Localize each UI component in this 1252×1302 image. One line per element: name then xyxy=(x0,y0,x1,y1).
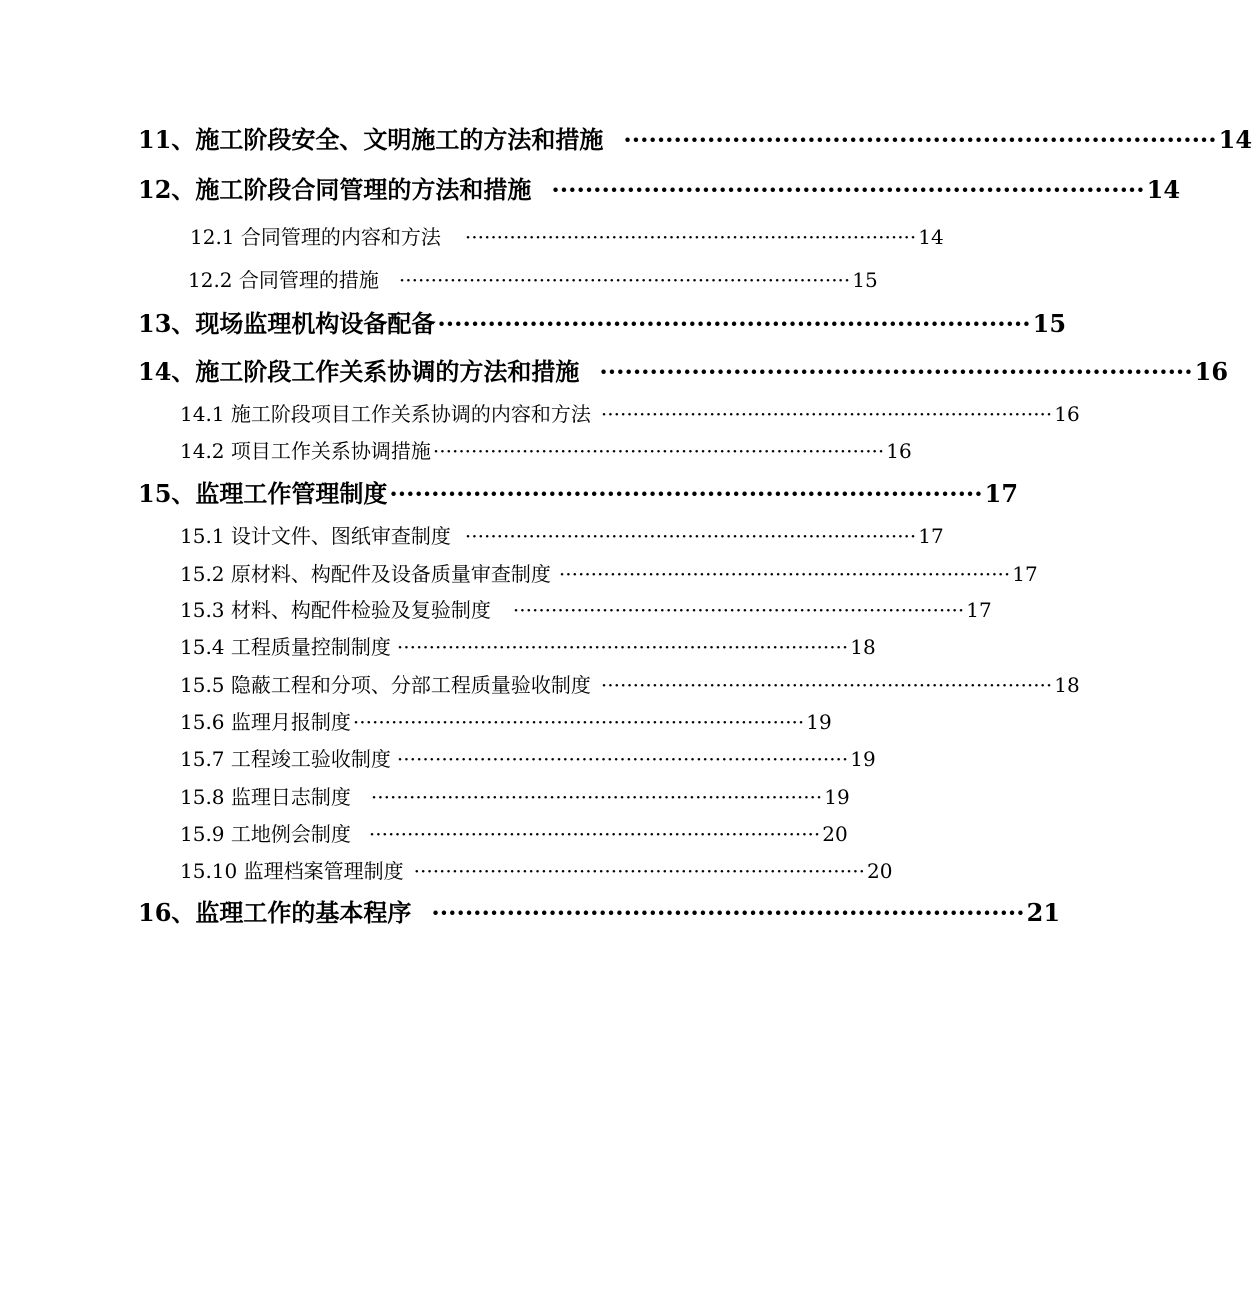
toc-entry-label: 15.6 监理月报制度 xyxy=(180,710,351,734)
toc-entry-label: 15.3 材料、构配件检验及复验制度 xyxy=(180,598,491,622)
toc-leader: ······································································· xyxy=(389,479,983,508)
toc-leader: ······································································· xyxy=(437,309,1031,338)
toc-entry-page: 14 xyxy=(1146,175,1181,204)
toc-entry xyxy=(138,893,1061,928)
toc-leader: ······································································· xyxy=(464,524,917,548)
toc-leader: ······································································· xyxy=(413,859,866,883)
toc-entry xyxy=(180,398,1080,427)
toc-entry-page: 20 xyxy=(867,859,893,883)
toc-leader: ······································································· xyxy=(600,402,1053,426)
toc-entry xyxy=(138,120,1252,155)
toc-entry-page: 16 xyxy=(886,439,912,463)
toc-entry xyxy=(180,706,832,735)
toc-entry xyxy=(180,435,912,464)
toc-entry-page: 14 xyxy=(918,225,944,249)
toc-entry-label: 13、现场监理机构设备配备 xyxy=(138,309,436,338)
toc-leader: ······································································· xyxy=(432,439,885,463)
toc-leader: ······································································· xyxy=(464,225,917,249)
toc-entry-page: 17 xyxy=(984,479,1019,508)
toc-entry-page: 15 xyxy=(1032,309,1067,338)
toc-entry-page: 17 xyxy=(1012,562,1038,586)
toc-entry-page: 19 xyxy=(806,710,832,734)
toc-entry-label: 12、施工阶段合同管理的方法和措施 xyxy=(138,175,532,204)
toc-entry xyxy=(180,781,850,810)
toc-entry-page: 21 xyxy=(1026,898,1061,927)
toc-entry xyxy=(180,855,893,884)
toc-leader: ······································································· xyxy=(600,673,1053,697)
toc-leader: ······································································· xyxy=(599,357,1193,386)
toc-entry-page: 17 xyxy=(918,524,944,548)
toc-leader: ······································································· xyxy=(368,822,821,846)
toc-entry xyxy=(180,558,1038,587)
toc-entry-page: 16 xyxy=(1054,402,1080,426)
toc-entry-label: 15.4 工程质量控制制度 xyxy=(180,635,391,659)
toc-entry xyxy=(138,304,1067,339)
toc-entry-page: 14 xyxy=(1218,125,1252,154)
toc-leader: ······································································· xyxy=(398,268,851,292)
toc-leader: ······································································· xyxy=(396,747,849,771)
toc-entry xyxy=(188,264,878,293)
toc-entry-label: 11、施工阶段安全、文明施工的方法和措施 xyxy=(138,125,604,154)
toc-entry-label: 15.10 监理档案管理制度 xyxy=(180,859,404,883)
toc-entry-label: 15.8 监理日志制度 xyxy=(180,785,351,809)
toc-entry-page: 18 xyxy=(850,635,876,659)
toc-entry xyxy=(180,520,944,549)
toc-entry-page: 19 xyxy=(850,747,876,771)
toc-leader: ······································································· xyxy=(623,125,1217,154)
toc-entry-label: 14.2 项目工作关系协调措施 xyxy=(180,439,431,463)
toc-entry-label: 15、监理工作管理制度 xyxy=(138,479,388,508)
toc-entry-label: 14、施工阶段工作关系协调的方法和措施 xyxy=(138,357,580,386)
toc-entry-label: 12.2 合同管理的措施 xyxy=(188,268,379,292)
toc-entry-page: 20 xyxy=(822,822,848,846)
toc-leader: ······································································· xyxy=(551,175,1145,204)
toc-entry xyxy=(180,669,1080,698)
toc-entry-page: 19 xyxy=(824,785,850,809)
toc-leader: ······································································· xyxy=(558,562,1011,586)
toc-entry-page: 16 xyxy=(1194,357,1229,386)
toc-leader: ······································································· xyxy=(370,785,823,809)
toc-entry-label: 15.9 工地例会制度 xyxy=(180,822,351,846)
toc-entry xyxy=(180,818,848,847)
toc-entry xyxy=(180,631,876,660)
toc-leader: ······································································· xyxy=(396,635,849,659)
toc-entry-label: 15.7 工程竣工验收制度 xyxy=(180,747,391,771)
toc-entry xyxy=(190,221,944,250)
toc-entry xyxy=(138,474,1019,509)
toc-entry-label: 14.1 施工阶段项目工作关系协调的内容和方法 xyxy=(180,402,591,426)
toc-leader: ······································································· xyxy=(352,710,805,734)
toc-entry-page: 18 xyxy=(1054,673,1080,697)
toc-entry xyxy=(138,170,1181,205)
toc-entry xyxy=(180,743,876,772)
toc-entry xyxy=(180,594,992,623)
toc-entry-page: 17 xyxy=(966,598,992,622)
toc-entry-label: 15.2 原材料、构配件及设备质量审查制度 xyxy=(180,562,551,586)
toc-leader: ······································································· xyxy=(431,898,1025,927)
toc-leader: ······································································· xyxy=(512,598,965,622)
toc-entry-label: 16、监理工作的基本程序 xyxy=(138,898,412,927)
toc-entry-label: 12.1 合同管理的内容和方法 xyxy=(190,225,441,249)
toc-entry-label: 15.5 隐蔽工程和分项、分部工程质量验收制度 xyxy=(180,673,591,697)
toc-entry-label: 15.1 设计文件、图纸审查制度 xyxy=(180,524,451,548)
toc-entry-page: 15 xyxy=(852,268,878,292)
toc-entry xyxy=(138,352,1229,387)
